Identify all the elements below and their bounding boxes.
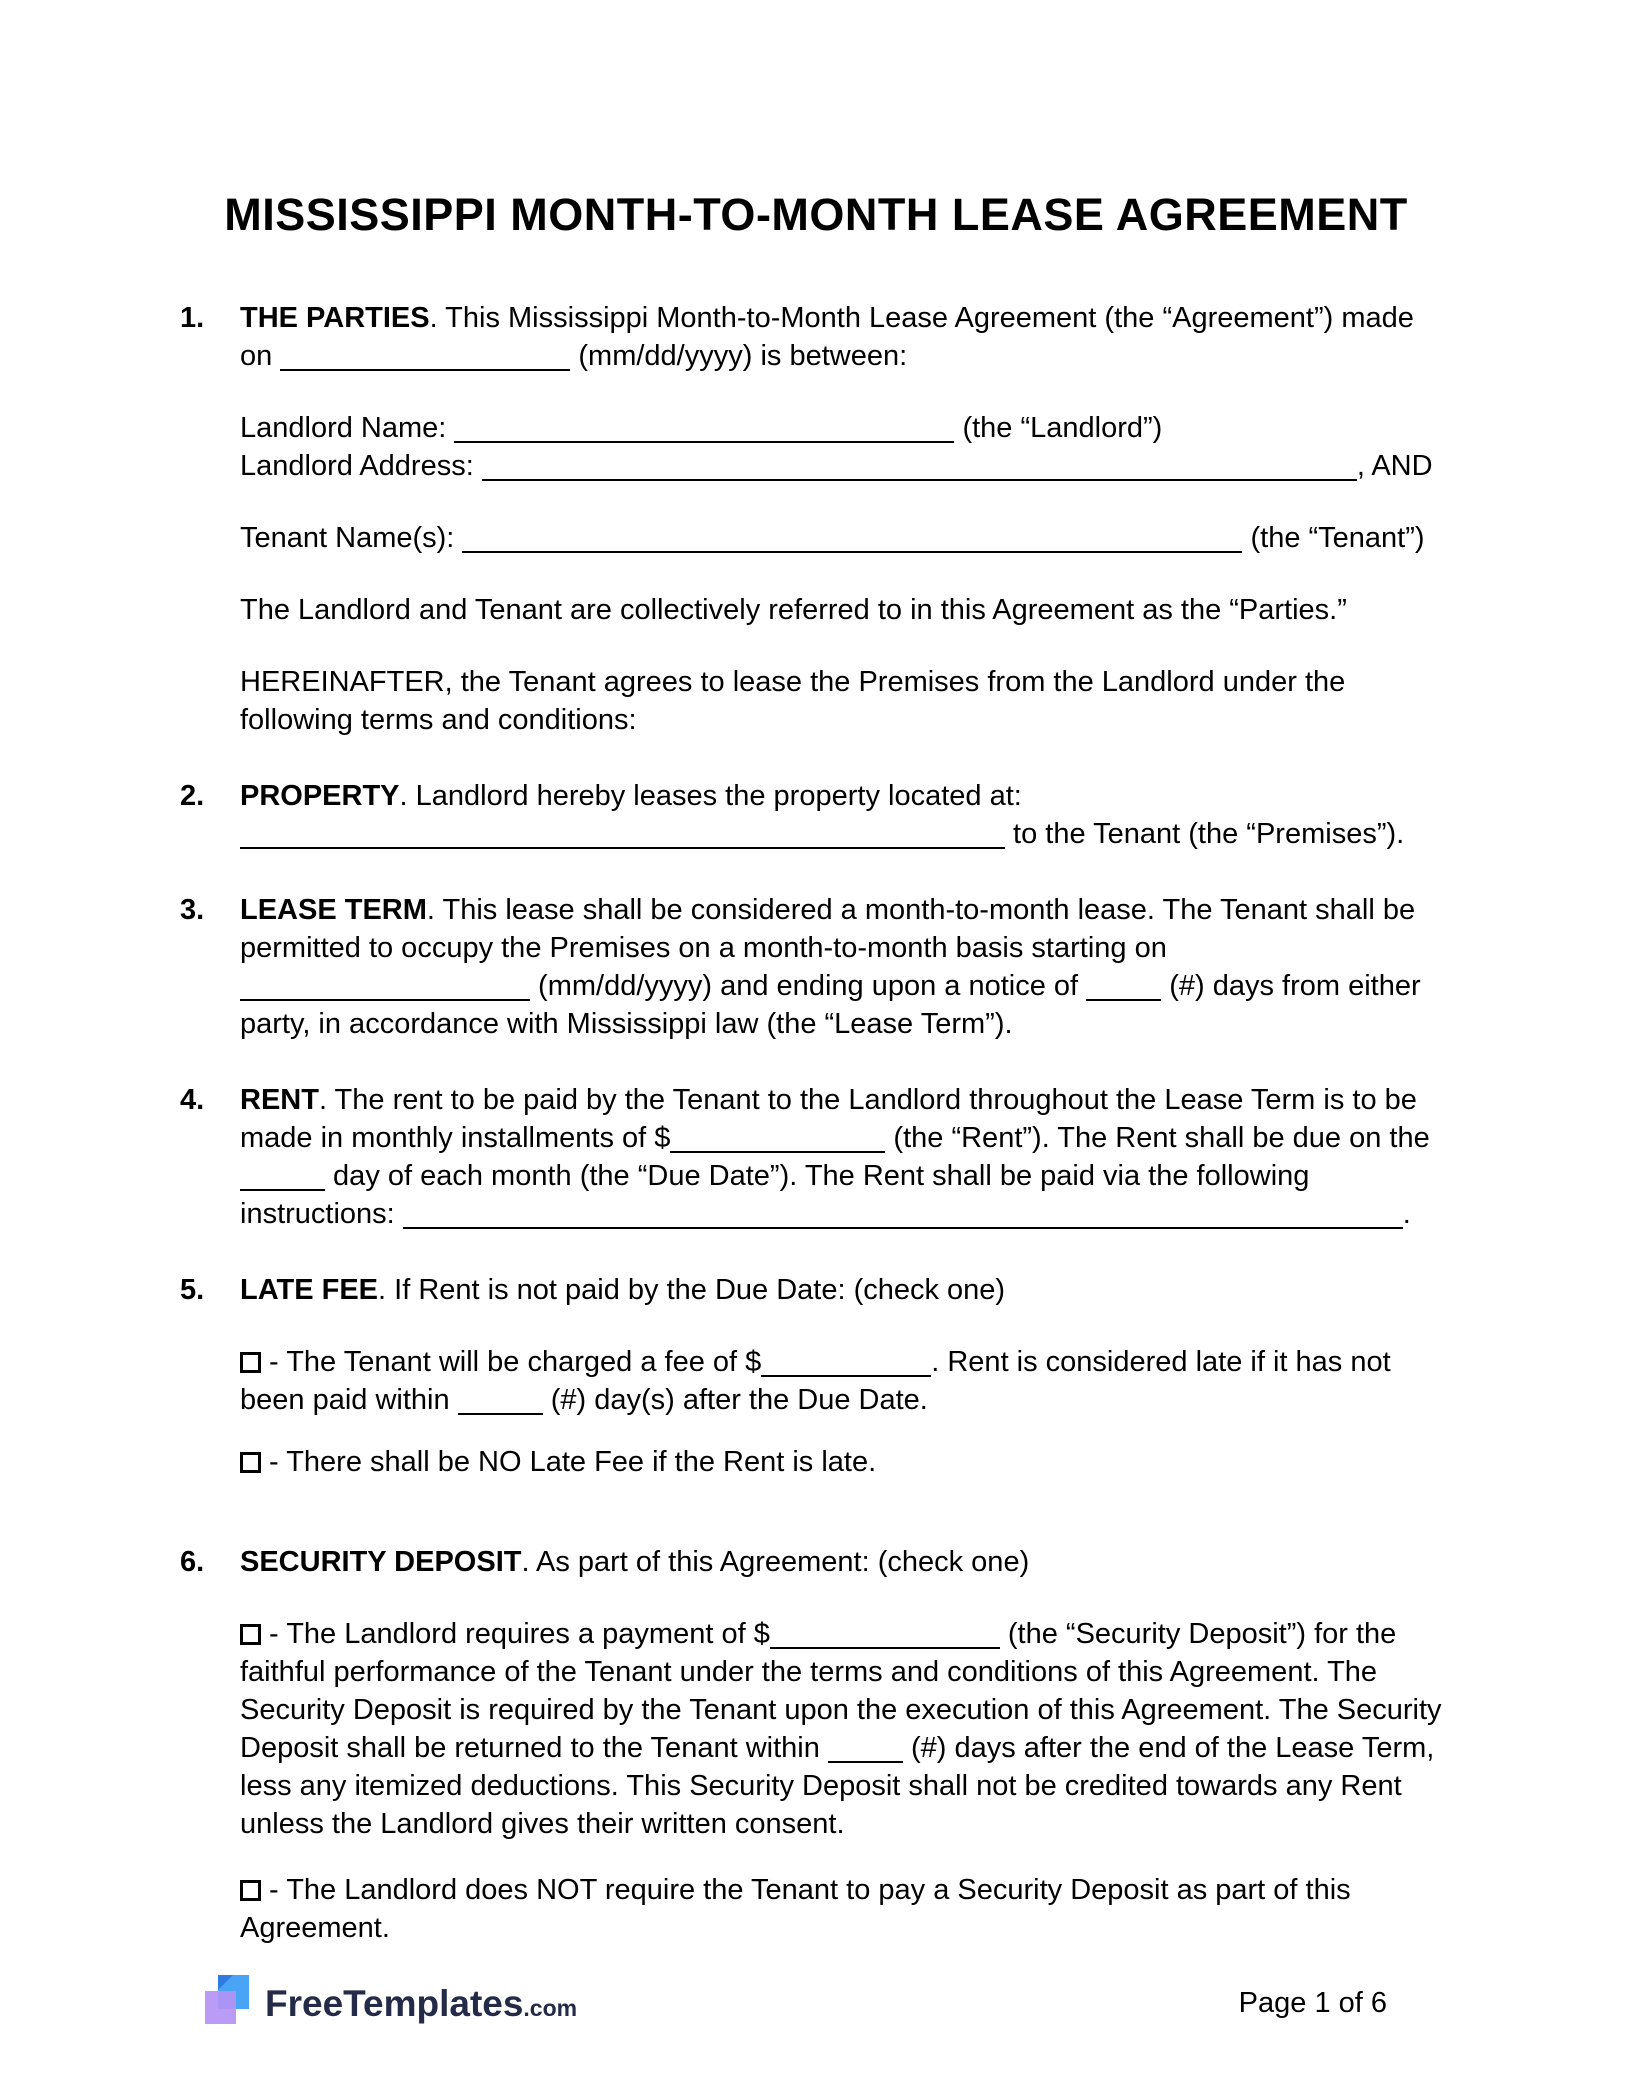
landlord-address-label: Landlord Address: [240,450,482,482]
brand-name [265,1982,578,2024]
landlord-address-line [240,447,1452,485]
section-number: 4. [180,1084,205,1116]
late-fee-opt1-text-c: (#) day(s) after the Due Date. [542,1384,928,1416]
security-deposit-opt2-text: - The Landlord does NOT require the Tenant to pay a Security Deposit as part of this Agreement. [240,1874,1351,1944]
property-text-b: to the Tenant (the “Premises”). [1005,818,1405,850]
security-deposit-amount-blank[interactable] [770,1619,1000,1649]
section-number: 5. [180,1274,205,1306]
landlord-name-label: Landlord Name: [240,412,455,444]
tenant-name-blank[interactable] [462,523,1242,553]
no-late-fee-checkbox[interactable] [240,1452,261,1473]
lease-term-text-b: (mm/dd/yyyy) and ending upon a notice of [530,970,1087,1002]
rent-amount-blank[interactable] [670,1123,885,1153]
landlord-name-blank[interactable] [454,413,954,443]
section-heading: RENT [240,1084,319,1116]
late-fee-amount-blank[interactable] [761,1347,931,1377]
page-footer [180,1974,1452,2032]
start-date-blank[interactable] [240,971,530,1001]
rent-text-b: (the “Rent”). The Rent shall be due on the [885,1122,1430,1154]
section-number: 3. [180,894,205,926]
security-deposit-opt1-text-c: (#) days after the end of the Lease Term, less any itemized deductions. This Security Deposit shall not be credited towards any Rent unless the Landlord gives their written consent. [240,1732,1435,1840]
rent-text-d: . [1402,1198,1411,1230]
section-property [180,777,1452,853]
page-title: MISSISSIPPI MONTH-TO-MONTH LEASE AGREEMENT [224,189,1408,240]
freetemplates-logo [205,1975,577,2031]
section-number: 2. [180,780,205,812]
lease-term-paragraph [240,891,1452,1043]
freetemplates-logo-icon [205,1975,253,2031]
notice-days-blank[interactable] [1086,971,1161,1001]
tenant-name-label: Tenant Name(s): [240,522,463,554]
parties-intro-text-b: (mm/dd/yyyy) is between: [570,340,908,372]
landlord-address-blank[interactable] [482,451,1357,481]
late-fee-charged-checkbox[interactable] [240,1352,261,1373]
late-fee-text-a: . If Rent is not paid by the Due Date: (check one) [378,1274,1006,1306]
section-number: 1. [180,302,205,334]
rent-paragraph [240,1081,1452,1233]
logo-page-fold-icon [218,1975,233,1990]
late-fee-intro-paragraph [240,1271,1452,1309]
lease-term-text-c: (#) days from either party, in accordance with Mississippi law (the “Lease Term”). [240,970,1421,1040]
security-deposit-opt1-text-b: (the “Security Deposit”) for the faithful performance of the Tenant under the terms and conditions of this Agreement. The Security Deposit is required by the Tenant upon the execution of this Agreement. The Security Deposit shall be returned to the Tenant within [240,1618,1442,1764]
landlord-name-suffix: (the “Landlord”) [954,412,1163,444]
hereinafter-paragraph: HEREINAFTER, the Tenant agrees to lease the Premises from the Landlord under the following terms and conditions: [240,666,1346,736]
section-the-parties [180,299,1452,739]
security-deposit-option-required [240,1615,1452,1843]
security-deposit-text-a: . As part of this Agreement: (check one) [521,1546,1030,1578]
section-heading: THE PARTIES [240,302,430,334]
due-day-blank[interactable] [240,1161,325,1191]
parties-intro-paragraph [240,299,1452,375]
section-lease-term [180,891,1452,1043]
tenant-name-suffix: (the “Tenant”) [1242,522,1425,554]
parties-intro-text-a: . This Mississippi Month-to-Month Lease Agreement (the “Agreement”) made on [240,302,1414,372]
late-fee-option-none [240,1443,1452,1481]
section-security-deposit [180,1543,1452,1971]
security-deposit-required-checkbox[interactable] [240,1624,261,1645]
agreement-date-blank[interactable] [280,341,570,371]
section-heading: LATE FEE [240,1274,379,1306]
property-address-blank[interactable] [240,819,1005,849]
late-fee-option-charged [240,1343,1452,1419]
property-paragraph [240,777,1452,853]
security-deposit-intro-paragraph [240,1543,1452,1581]
property-text-a: . Landlord hereby leases the property located at: [399,780,1022,812]
rent-text-a: . The rent to be paid by the Tenant to the Landlord throughout the Lease Term is to be made in monthly installments of $ [240,1084,1417,1154]
section-number: 6. [180,1546,205,1578]
late-fee-opt1-text-a: - The Tenant will be charged a fee of $ [269,1346,762,1378]
parties-collective-paragraph: The Landlord and Tenant are collectively referred to in this Agreement as the “Parties.” [240,594,1347,626]
landlord-address-suffix: , AND [1356,450,1433,482]
lease-term-text-a: . This lease shall be considered a month-to-month lease. The Tenant shall be permitted to occupy the Premises on a month-to-month basis starting on [240,894,1416,964]
rent-text-c: day of each month (the “Due Date”). The Rent shall be paid via the following instructions: [240,1160,1310,1230]
late-fee-opt2-text: - There shall be NO Late Fee if the Rent is late. [269,1446,877,1478]
late-days-blank[interactable] [458,1385,543,1415]
landlord-block [240,409,1452,485]
brand-name-suffix: .com [523,1994,578,2021]
deposit-return-days-blank[interactable] [828,1733,903,1763]
page-number: Page 1 of 6 [1238,1986,1387,2019]
landlord-name-line [240,409,1452,447]
section-rent [180,1081,1452,1233]
security-deposit-option-none [240,1871,1452,1947]
section-late-fee [180,1271,1452,1505]
section-heading: SECURITY DEPOSIT [240,1546,522,1578]
tenant-name-line [240,519,1452,557]
no-security-deposit-checkbox[interactable] [240,1880,261,1901]
logo-purple-square-icon [205,1991,236,2024]
late-fee-opt1-text-b: . Rent is considered late if it has not been paid within [240,1346,1391,1416]
section-heading: LEASE TERM [240,894,427,926]
brand-name-text: FreeTemplates [265,1982,524,2024]
section-heading: PROPERTY [240,780,400,812]
security-deposit-opt1-text-a: - The Landlord requires a payment of $ [269,1618,770,1650]
payment-instructions-blank[interactable] [403,1199,1403,1229]
